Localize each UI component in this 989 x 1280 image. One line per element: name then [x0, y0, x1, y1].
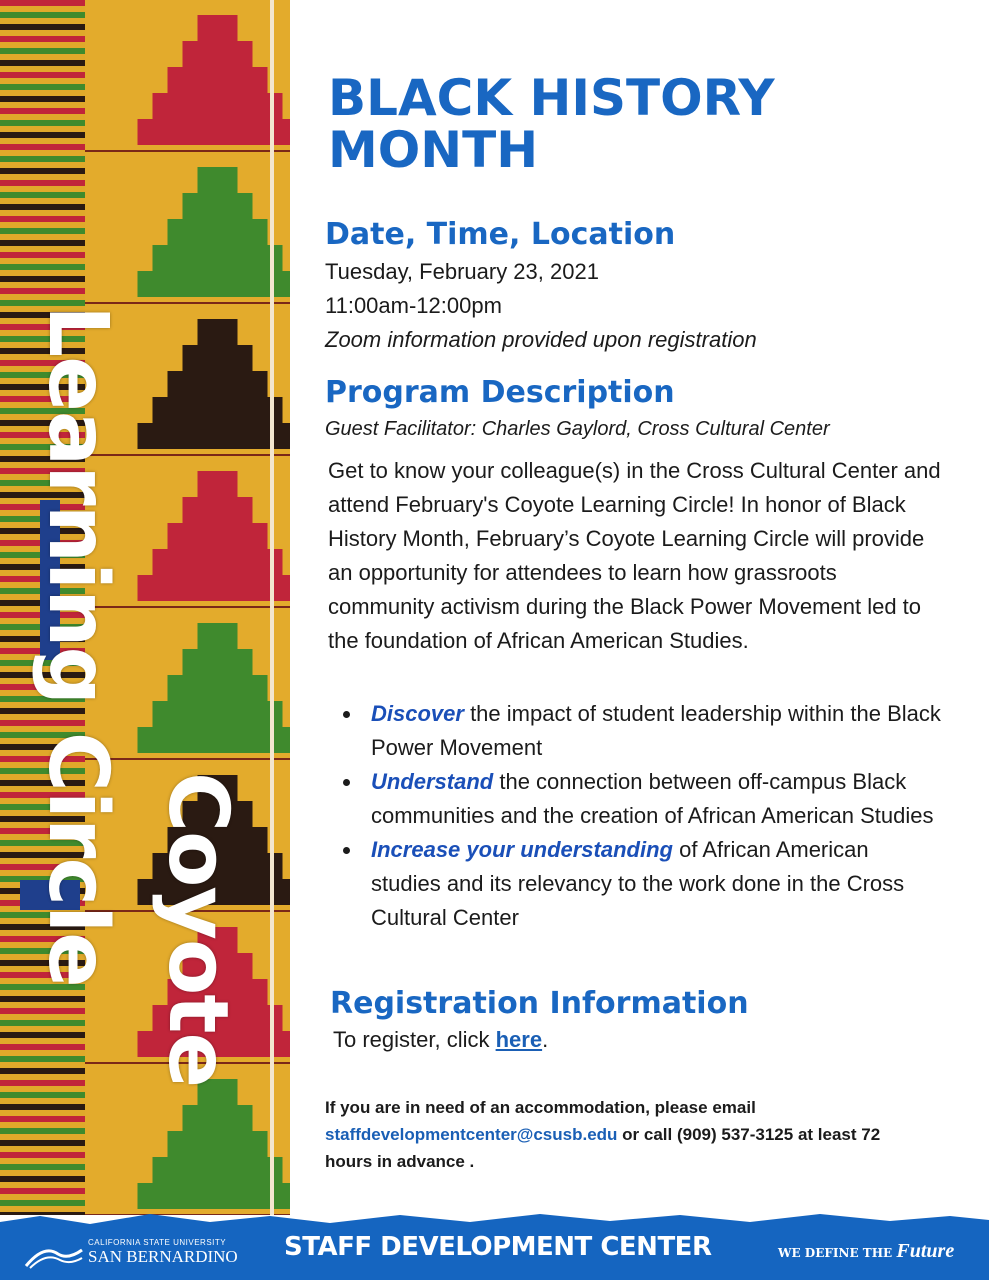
bullet-keyword: Increase your understanding — [371, 837, 673, 862]
event-location: Zoom information provided upon registration — [325, 327, 757, 352]
tagline-script: Future — [896, 1240, 955, 1262]
email-link[interactable]: staffdevelopmentcenter@csusb.edu — [325, 1125, 618, 1144]
list-item — [343, 833, 943, 935]
event-date: Tuesday, February 23, 2021 — [325, 259, 599, 284]
accommodation-suffix: or call (909) 537-3125 at least 72 hours in advance . — [325, 1125, 881, 1171]
details-heading: Date, Time, Location — [325, 217, 676, 252]
registration-suffix: . — [542, 1027, 549, 1052]
side-banner-line1: Coyote — [150, 772, 245, 1088]
list-item — [343, 697, 943, 765]
program-description: Get to know your colleague(s) in the Cross Cultural Center and attend February's Coyote Learning Circle! In honor of Black History Month, February’s Coyote Learning Circle will provide an opportunity for attendees to learn how grassroots community activism during the Black Power Movement led to the foundation of African American Studies. — [328, 458, 941, 653]
bullet-keyword: Understand — [371, 769, 494, 794]
tagline-prefix: WE DEFINE THE — [778, 1246, 893, 1260]
registration-heading: Registration Information — [330, 986, 749, 1021]
kente-cloth-image — [0, 0, 290, 1215]
university-name: SAN BERNARDINO — [88, 1247, 238, 1266]
page-title: BLACK HISTORY MONTH — [328, 69, 775, 179]
center-name: STAFF DEVELOPMENT CENTER — [284, 1232, 712, 1262]
register-link[interactable]: here — [495, 1027, 543, 1052]
registration-line — [333, 1023, 548, 1057]
accommodation-note — [325, 1094, 925, 1175]
csusb-logo — [24, 1238, 244, 1272]
accommodation-prefix: If you are in need of an accommodation, please email — [325, 1098, 756, 1117]
tagline — [778, 1240, 954, 1263]
event-time: 11:00am-12:00pm — [325, 293, 502, 318]
list-item — [343, 765, 943, 833]
bullet-text: of African American studies and its relevancy to the work done in the Cross Cultural Center — [371, 837, 905, 930]
program-heading: Program Description — [325, 375, 675, 410]
side-banner-line2: Learning Circle — [30, 305, 125, 987]
bullet-text: the impact of student leadership within the Black Power Movement — [371, 701, 941, 760]
objectives-list — [343, 697, 943, 935]
footer-bar — [0, 1210, 989, 1280]
registration-prefix: To register, click — [333, 1027, 496, 1052]
mountain-logo-icon — [24, 1240, 84, 1270]
facilitator: Guest Facilitator: Charles Gaylord, Cross Cultural Center — [325, 418, 830, 440]
university-small-text: CALIFORNIA STATE UNIVERSITY — [88, 1238, 227, 1247]
bullet-keyword: Discover — [371, 701, 464, 726]
bullet-text: the connection between off-campus Black communities and the creation of African American Studies — [371, 769, 934, 828]
